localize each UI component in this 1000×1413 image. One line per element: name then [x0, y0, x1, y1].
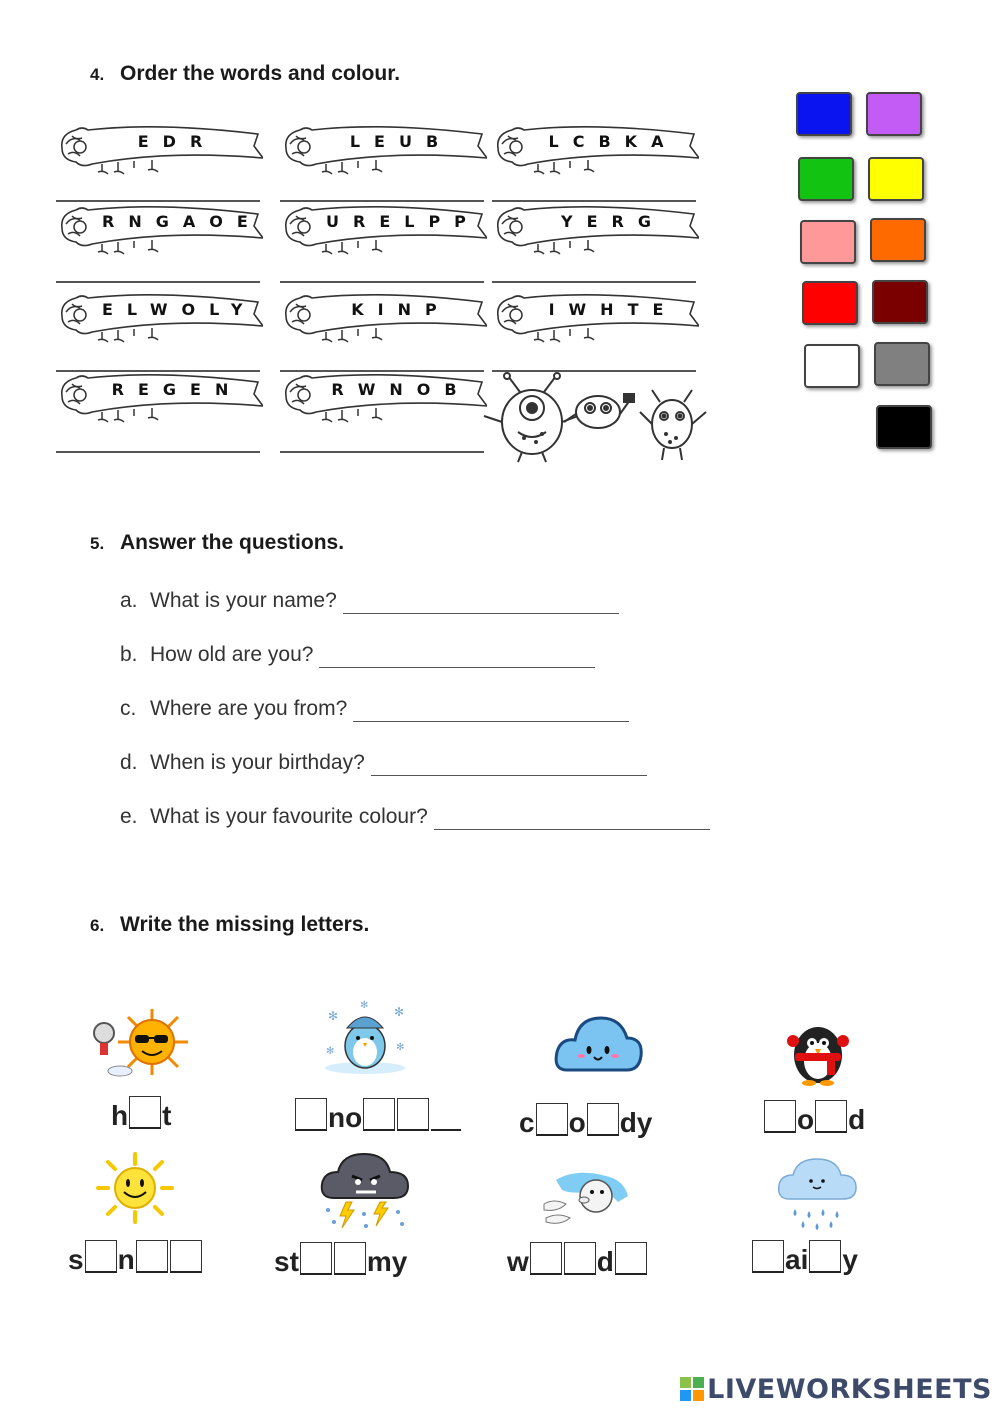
- word-fragment: w: [507, 1246, 529, 1277]
- word-banner: [282, 200, 487, 255]
- scrambled-letters: EDR: [137, 132, 217, 151]
- word-cold: [763, 1100, 865, 1136]
- question-letter: e.: [120, 805, 138, 828]
- question-text: How old are you?: [150, 643, 314, 666]
- colour-swatch[interactable]: [866, 92, 922, 136]
- section-5-heading: [90, 531, 344, 555]
- section-number: 4.: [90, 65, 105, 84]
- cloudy-cloud-icon: [553, 1012, 643, 1077]
- question-letter: c.: [120, 697, 137, 720]
- word-rainy: [751, 1240, 858, 1276]
- letter-box[interactable]: [295, 1098, 327, 1131]
- banner-answer-input[interactable]: [56, 257, 260, 283]
- question-d: [120, 751, 647, 776]
- word-fragment: st: [274, 1246, 299, 1277]
- snowy-penguin-icon: [320, 998, 410, 1076]
- question-letter: b.: [120, 643, 138, 666]
- word-cloudy: [519, 1103, 652, 1139]
- word-fragment: o: [797, 1104, 815, 1135]
- question-e: [120, 805, 710, 830]
- banner-answer-input[interactable]: [280, 176, 484, 202]
- scrambled-letters: IWHTE: [548, 300, 678, 319]
- letter-box[interactable]: [129, 1096, 161, 1129]
- scrambled-letters: LCBKA: [548, 132, 678, 151]
- answer-input-birthday[interactable]: [371, 753, 647, 776]
- colour-swatch[interactable]: [876, 405, 932, 449]
- stormy-cloud-icon: [316, 1152, 416, 1232]
- word-snowy: [294, 1098, 462, 1134]
- letter-box[interactable]: [363, 1098, 395, 1131]
- question-text: What is your name?: [150, 589, 337, 612]
- question-letter: d.: [120, 751, 138, 774]
- banner-answer-input[interactable]: [492, 176, 696, 202]
- colour-swatch[interactable]: [868, 157, 924, 201]
- word-banner: [282, 368, 487, 423]
- section-number: 5.: [90, 534, 105, 553]
- word-fragment: d: [596, 1246, 614, 1277]
- liveworksheets-logo: [680, 1374, 992, 1405]
- word-fragment: no: [328, 1102, 363, 1133]
- section-number: 6.: [90, 916, 105, 935]
- cold-penguin-icon: [783, 1015, 853, 1087]
- scrambled-letters: KINP: [351, 300, 451, 319]
- word-fragment: o: [568, 1107, 586, 1138]
- letter-box[interactable]: [809, 1240, 841, 1273]
- question-c: [120, 697, 629, 722]
- letter-box[interactable]: [136, 1240, 168, 1273]
- question-text: Where are you from?: [150, 697, 348, 720]
- sunny-sun-icon: [90, 1150, 180, 1226]
- banner-answer-input[interactable]: [492, 257, 696, 283]
- word-stormy: [274, 1242, 407, 1278]
- colour-swatch[interactable]: [804, 344, 860, 388]
- scrambled-letters: RNGAOE: [102, 212, 262, 231]
- logo-text: LIVEWORKSHEETS: [707, 1374, 992, 1405]
- word-banner: [58, 368, 263, 423]
- word-banner: [58, 120, 263, 175]
- letter-box[interactable]: [431, 1099, 461, 1131]
- letter-box[interactable]: [764, 1100, 796, 1133]
- colour-swatch[interactable]: [874, 342, 930, 386]
- word-hot: [111, 1096, 171, 1132]
- word-fragment: dy: [619, 1107, 653, 1138]
- letter-box[interactable]: [815, 1100, 847, 1133]
- banner-answer-input[interactable]: [56, 427, 260, 453]
- word-fragment: d: [848, 1104, 866, 1135]
- banner-answer-input[interactable]: [280, 257, 484, 283]
- scrambled-letters: ELWOLY: [102, 300, 257, 319]
- windy-cloud-icon: [538, 1160, 633, 1228]
- question-b: [120, 643, 595, 668]
- section-title: Order the words and colour.: [120, 62, 401, 85]
- word-banner: [494, 200, 699, 255]
- letter-box[interactable]: [300, 1242, 332, 1275]
- scrambled-letters: URELPP: [326, 212, 480, 231]
- colour-swatch[interactable]: [800, 220, 856, 264]
- letter-box[interactable]: [530, 1242, 562, 1275]
- letter-box[interactable]: [752, 1240, 784, 1273]
- banner-answer-input[interactable]: [56, 176, 260, 202]
- liveworksheets-logo-icon: [680, 1377, 704, 1401]
- svg-text:✻: ✻: [396, 1042, 405, 1053]
- word-banner: [282, 288, 487, 343]
- question-a: [120, 589, 619, 614]
- word-fragment: my: [366, 1246, 408, 1277]
- answer-input-colour[interactable]: [434, 807, 710, 830]
- answer-input-age[interactable]: [319, 645, 595, 668]
- section-title: Write the missing letters.: [120, 913, 370, 936]
- letter-box[interactable]: [397, 1098, 429, 1131]
- word-banner: [58, 200, 263, 255]
- hot-sun-icon: [90, 1005, 190, 1080]
- letter-box[interactable]: [615, 1242, 647, 1275]
- scrambled-letters: YERG: [561, 212, 665, 231]
- answer-input-name[interactable]: [343, 591, 619, 614]
- word-fragment: c: [519, 1107, 535, 1138]
- banner-answer-input[interactable]: [280, 427, 484, 453]
- colour-swatch[interactable]: [872, 280, 928, 324]
- scrambled-letters: LEUB: [349, 132, 453, 151]
- word-fragment: ai: [785, 1244, 809, 1275]
- monsters-illustration: [480, 372, 720, 464]
- word-fragment: h: [111, 1100, 129, 1131]
- letter-box[interactable]: [587, 1103, 619, 1136]
- word-sunny: [68, 1240, 203, 1276]
- letter-box[interactable]: [85, 1240, 117, 1273]
- word-banner: [494, 120, 699, 175]
- colour-swatch[interactable]: [796, 92, 852, 136]
- word-windy: [507, 1242, 648, 1278]
- word-banner: [494, 288, 699, 343]
- section-4-heading: [90, 62, 400, 86]
- colour-swatch[interactable]: [870, 218, 926, 262]
- letter-box[interactable]: [170, 1240, 202, 1273]
- word-fragment: n: [117, 1244, 135, 1275]
- svg-text:✻: ✻: [394, 1005, 405, 1019]
- question-letter: a.: [120, 589, 138, 612]
- scrambled-letters: REGEN: [111, 380, 243, 399]
- scrambled-letters: RWNOB: [331, 380, 471, 399]
- section-title: Answer the questions.: [120, 531, 345, 554]
- question-text: What is your favourite colour?: [150, 805, 428, 828]
- svg-text:✻: ✻: [360, 1000, 369, 1011]
- word-fragment: t: [162, 1100, 172, 1131]
- colour-swatch[interactable]: [802, 281, 858, 325]
- svg-text:✻: ✻: [326, 1046, 335, 1057]
- svg-text:✻: ✻: [328, 1009, 339, 1023]
- section-6-heading: [90, 913, 369, 937]
- banner-answer-input[interactable]: [492, 346, 696, 372]
- letter-box[interactable]: [536, 1103, 568, 1136]
- word-fragment: s: [68, 1244, 84, 1275]
- answer-input-from[interactable]: [353, 699, 629, 722]
- colour-swatch[interactable]: [798, 157, 854, 201]
- rainy-cloud-icon: [775, 1155, 860, 1235]
- letter-box[interactable]: [334, 1242, 366, 1275]
- question-text: When is your birthday?: [150, 751, 365, 774]
- word-banner: [282, 120, 487, 175]
- letter-box[interactable]: [564, 1242, 596, 1275]
- word-fragment: y: [842, 1244, 858, 1275]
- word-banner: [58, 288, 263, 343]
